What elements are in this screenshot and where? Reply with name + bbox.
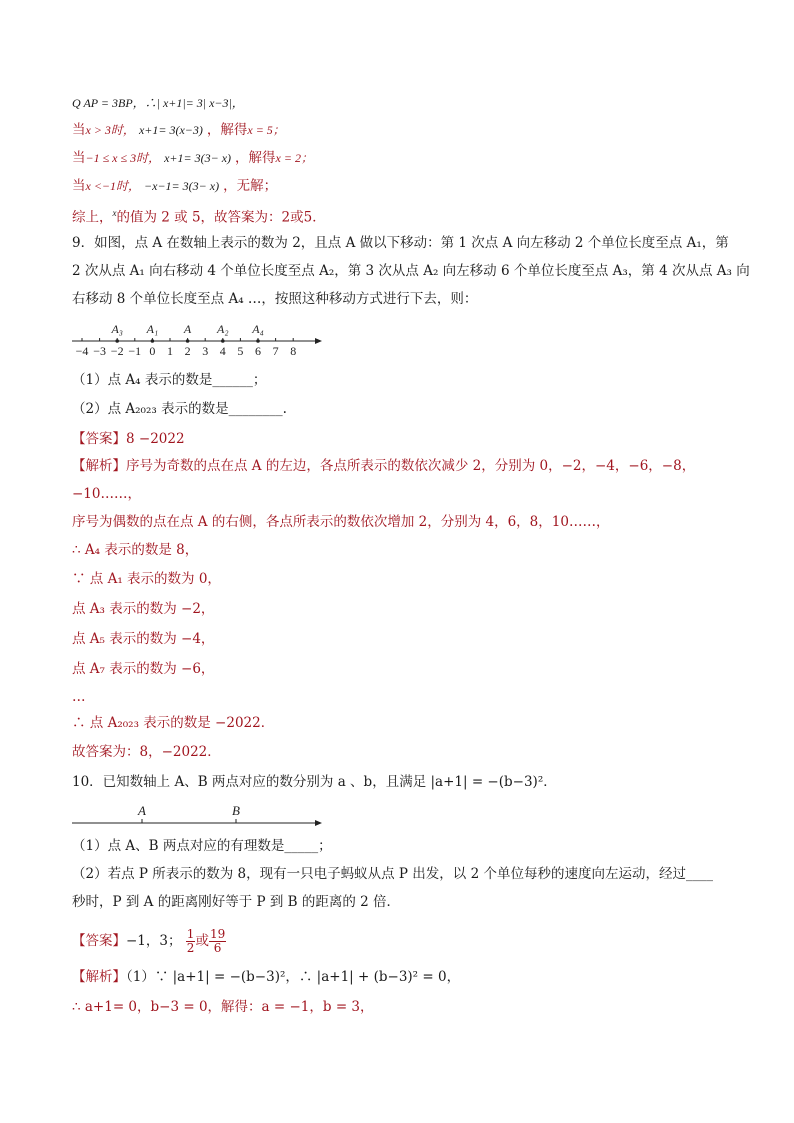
q9-analysis-line8: 点 A₇ 表示的数为 −6， (72, 661, 215, 677)
tick-label: 6 (255, 344, 261, 358)
q10-sub1: （1）点 A、B 两点对应的有理数是_____； (72, 838, 332, 854)
q9-analysis-line9: … (72, 689, 86, 705)
fraction-half: $\frac{1}{2}$ (186, 927, 195, 955)
tick-label: −1 (128, 344, 142, 358)
point-dot (256, 339, 260, 343)
q9-stem-line3: 右移动 8 个单位长度至点 A₄ …，按照这种移动方式进行下去，则： (72, 291, 478, 307)
axis-arrow-icon (315, 338, 322, 344)
point-dot (186, 339, 190, 343)
q9-analysis-line6: 点 A₃ 表示的数为 −2， (72, 601, 215, 617)
tick-label: 3 (202, 344, 209, 358)
solution-case-middle: 当−1 ≤ x ≤ 3时， x+1= 3(3− x) ，解得x = 2； (72, 150, 313, 166)
q9-sub1: （1）点 A₄ 表示的数是______； (72, 372, 267, 388)
q10-number-line (66, 800, 332, 830)
q9-sub2: （2）点 A₂₀₂₃ 表示的数是________. (72, 401, 287, 417)
solution-summary: 综上，$^x$的值为 2 或 5，故答案为：2或5． (72, 208, 326, 226)
tick-label: 5 (237, 344, 244, 358)
axis-arrow-icon (315, 820, 322, 826)
q10-sub2-line2: 秒时，P 到 A 的距离刚好等于 P 到 B 的距离的 2 倍． (72, 894, 401, 910)
q9-analysis-line11: 故答案为：8，−2022． (72, 744, 221, 760)
q9-stem-line2: 2 次从点 A₁ 向右移动 4 个单位长度至点 A₂，第 3 次从点 A₂ 向左移动 6 个单位长度至点 A₃，第 4 次从点 A₃ 向 (72, 263, 750, 279)
q9-analysis-line7: 点 A₅ 表示的数为 −4， (72, 631, 215, 647)
solution-line-ap-bp: Q AP = 3BP，∴| x+1|= 3| x−3|， (72, 96, 244, 110)
q9-analysis-line4: ∴ A₄ 表示的数是 8， (72, 542, 199, 558)
q9-analysis-line10: ∴ 点 A₂₀₂₃ 表示的数是 −2022． (72, 715, 275, 731)
solution-case-x-gt-3: 当x > 3时， x+1= 3(x−3) ，解得x = 5； (72, 122, 285, 138)
point-label: A₁ (146, 322, 159, 336)
q10-analysis-line2: ∴ a+1= 0，b−3 = 0，解得：a = −1，b = 3， (72, 999, 374, 1015)
tick-label: 4 (219, 344, 226, 358)
solution-case-x-lt-neg1: 当x <−1时， −x−1= 3(3− x) ，无解； (72, 178, 278, 194)
tick-label: −2 (110, 344, 124, 358)
point-label: A₄ (252, 322, 264, 336)
q9-analysis-line5: ∵ 点 A₁ 表示的数为 0， (72, 571, 221, 587)
point-label-a: A (138, 803, 146, 818)
point-dot (151, 339, 155, 343)
q9-number-line (66, 318, 332, 358)
point-label: A₂ (217, 322, 229, 336)
q10-sub2-line1: （2）若点 P 所表示的数为 8，现有一只电子蚂蚁从点 P 出发，以 2 个单位每秒的速度向左运动，经过____ (72, 866, 713, 882)
q9-analysis-line3: 序号为偶数的点在点 A 的右侧，各点所表示的数依次增加 2，分别为 4，6，8，10……， (72, 514, 610, 530)
tick-label: −3 (93, 344, 106, 358)
point-label: A₃ (111, 322, 123, 336)
q9-analysis-line1: 【解析】序号为奇数的点在点 A 的左边，各点所表示的数依次减少 2，分别为 0，−2，−4，−6，−8， (72, 458, 696, 474)
fraction-nineteen-sixths: $\frac{19}{6}$ (209, 927, 226, 955)
q9-analysis-line2: −10……， (72, 486, 141, 502)
q10-analysis-line1: 【解析】（1）∵ |a+1| = −(b−3)²，∴ |a+1| + (b−3)² = 0， (72, 969, 461, 985)
point-label: A (183, 322, 192, 336)
tick-label: 2 (184, 344, 191, 358)
q10-answer: 【答案】−1，3； $\frac{1}{2}$ 或 $\frac{19}{6}$ (72, 927, 226, 955)
q10-stem: 10．已知数轴上 A、B 两点对应的数分别为 a 、b，且满足 |a+1| = −(b−3)²． (72, 774, 557, 790)
point-dot (115, 339, 119, 343)
tick-label: 1 (167, 344, 173, 358)
point-dot (221, 339, 225, 343)
tick-label: 8 (290, 344, 297, 358)
point-label-b: B (232, 803, 240, 818)
tick-label: 7 (272, 344, 279, 358)
q9-answer: 【答案】8 −2022 (72, 431, 185, 447)
tick-label: 0 (149, 344, 156, 358)
q9-stem-line1: 9．如图，点 A 在数轴上表示的数为 2，且点 A 做以下移动：第 1 次点 A 向左移动 2 个单位长度至点 A₁，第 (72, 235, 729, 251)
tick-label: −4 (75, 344, 89, 358)
